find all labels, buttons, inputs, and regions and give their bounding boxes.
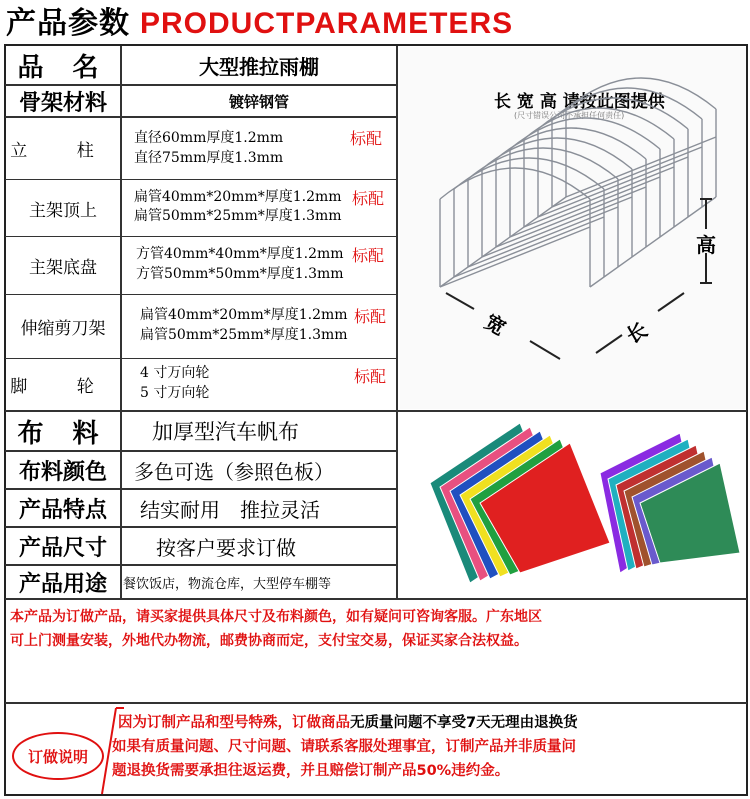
order-note-line-1-red: 因为订制产品和型号特殊，订做商品 [118, 715, 350, 731]
value-cloth: 加厚型汽车帆布 [152, 420, 299, 444]
value-usage: 餐饮饭店，物流仓库，大型停车棚等 [123, 576, 332, 592]
width-label: 宽 [480, 309, 510, 341]
value-size: 按客户要求订做 [156, 535, 296, 560]
value-frame-material: 镀锌钢管 [228, 92, 289, 111]
value-base-frame-1: 方管40mm*40mm*厚度1.2mm [136, 246, 344, 262]
value-cloth-color: 多色可选（参照色板） [134, 459, 334, 484]
height-label: 高 [696, 233, 716, 257]
label-frame-material: 骨架材料 [18, 90, 107, 116]
label-usage: 产品用途 [18, 571, 107, 597]
value-features: 结实耐用 推拉灵活 [140, 497, 320, 522]
value-wheel-2: 5 寸万向轮 [140, 385, 210, 401]
value-product-name: 大型推拉雨棚 [199, 54, 319, 79]
page-title-zh: 产品参数 [6, 6, 130, 41]
value-column-1: 直径60mm厚度1.2mm [134, 130, 284, 146]
tent-frame-illustration [400, 47, 746, 409]
divider [5, 598, 747, 600]
length-label: 长 [622, 317, 652, 349]
value-scissor-2: 扁管50mm*25mm*厚度1.3mm [140, 327, 348, 343]
standard-tag: 标配 [354, 307, 387, 326]
order-note-line-2: 如果有质量问题、尺寸问题、请联系客服处理事宜，订制产品并非质量问 [112, 739, 576, 755]
label-base-frame: 主架底盘 [29, 258, 97, 278]
diagram-caption: 长 宽 高 请按此图提供 [494, 92, 665, 112]
divider [120, 46, 122, 598]
notice-line-1: 本产品为订做产品，请买家提供具体尺寸及布料颜色，如有疑问可咨询客服。广东地区 [10, 609, 542, 625]
label-column: 立 柱 [10, 141, 116, 161]
label-size: 产品尺寸 [18, 535, 107, 561]
color-swatch-panel [400, 413, 746, 597]
value-base-frame-2: 方管50mm*50mm*厚度1.3mm [136, 266, 344, 282]
label-features: 产品特点 [18, 497, 107, 523]
label-top-frame: 主架顶上 [29, 200, 97, 221]
standard-tag: 标配 [350, 129, 383, 148]
page-title-en: PRODUCTPARAMETERS [140, 7, 514, 40]
label-wheel: 脚 轮 [10, 377, 116, 397]
standard-tag: 标配 [354, 367, 387, 386]
order-note-badge: 订做说明 [12, 732, 104, 780]
label-cloth: 布 料 [17, 418, 109, 449]
dimension-diagram [400, 47, 746, 409]
notice-line-2: 可上门测量安装，外地代办物流，邮费协商而定，支付宝交易，保证买家合法权益。 [10, 633, 528, 649]
value-top-frame-1: 扁管40mm*20mm*厚度1.2mm [134, 189, 342, 205]
order-note-line-1-black: 无质量问题不享受7天无理由退换货 [350, 715, 578, 731]
order-note-line-1 [118, 712, 578, 734]
diagram-subcaption: (尺寸错误公司不承担任何责任) [514, 111, 625, 120]
standard-tag: 标配 [352, 189, 385, 208]
value-scissor-1: 扁管40mm*20mm*厚度1.2mm [140, 307, 348, 323]
fabric-swatches-illustration [400, 413, 746, 597]
standard-tag: 标配 [352, 246, 385, 265]
value-top-frame-2: 扁管50mm*25mm*厚度1.3mm [134, 208, 342, 224]
value-wheel-1: 4 寸万向轮 [140, 365, 210, 381]
order-note-line-3: 题退换货需要承担往返运费，并且赔偿订制产品50%违约金。 [112, 763, 510, 779]
divider [396, 46, 398, 598]
label-cloth-color: 布料颜色 [18, 459, 107, 485]
value-column-2: 直径75mm厚度1.3mm [134, 150, 284, 166]
label-scissor-frame: 伸缩剪刀架 [20, 319, 106, 339]
label-product-name: 品 名 [17, 52, 109, 83]
